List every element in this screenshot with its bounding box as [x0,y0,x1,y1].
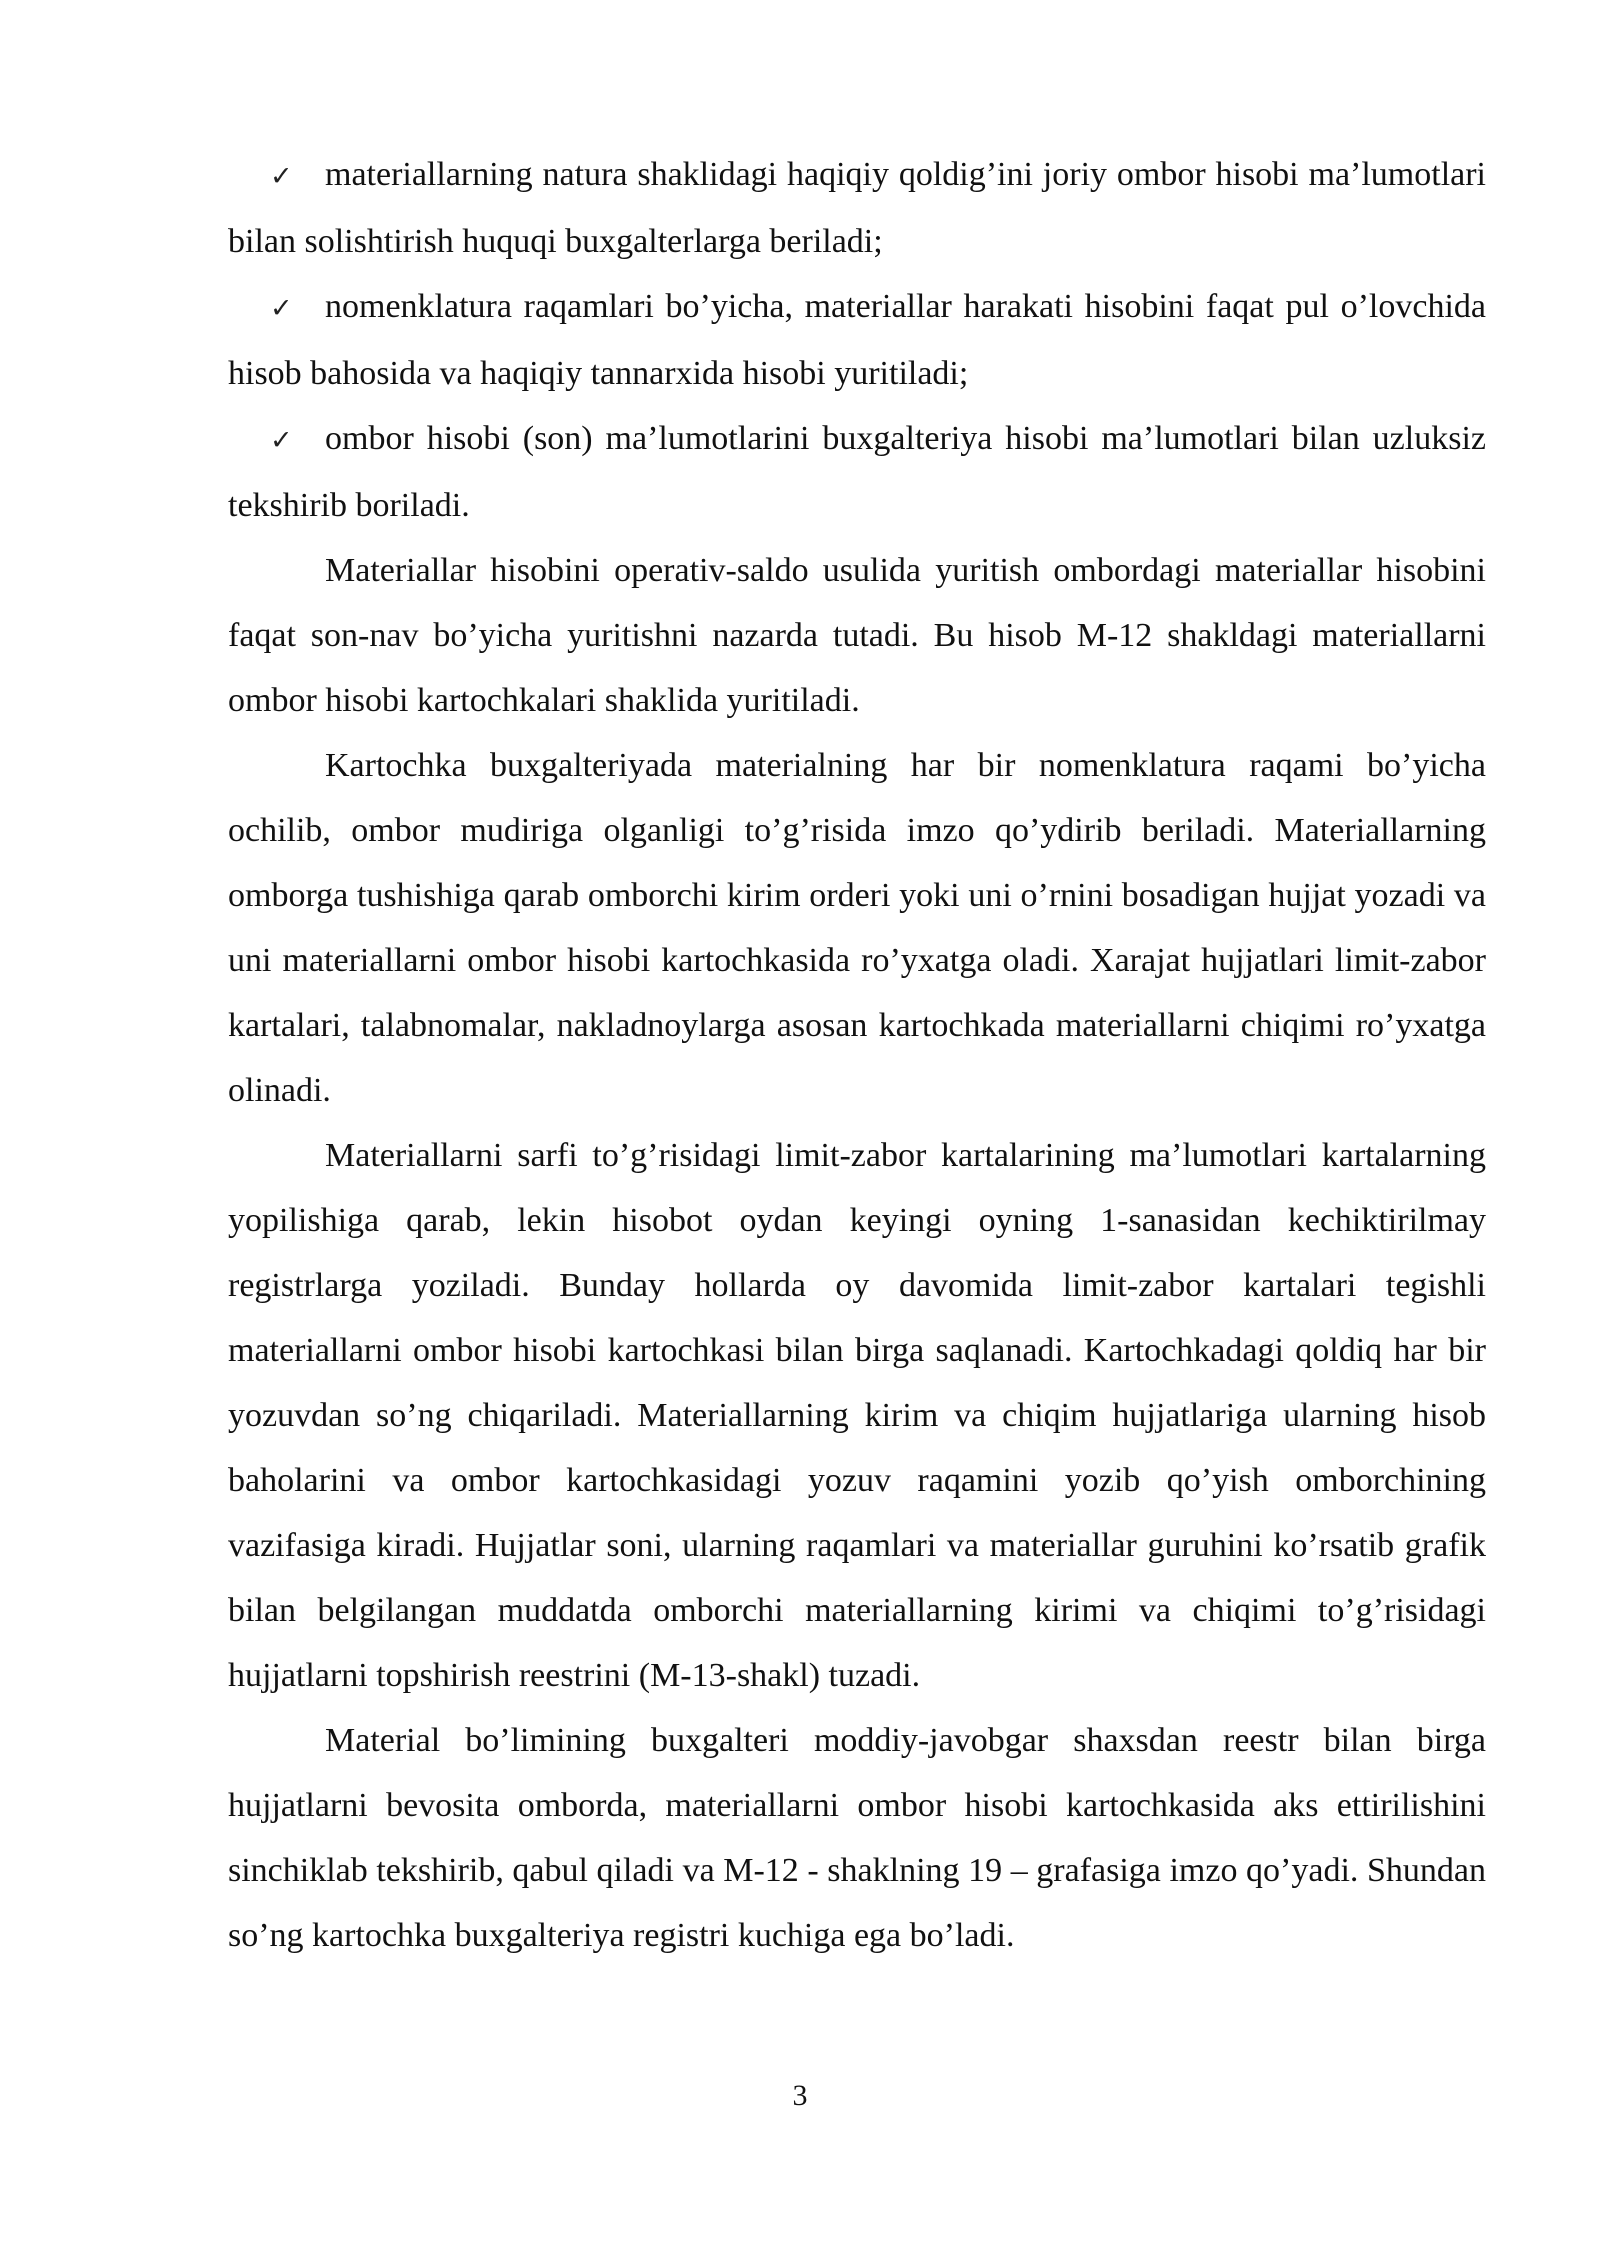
bullet-text: ombor hisobi (son) ma’lumotlarini buxgalteriya hisobi ma’lumotlari bilan uzluksiz tekshirib boriladi. [228,420,1486,524]
page-number: 3 [792,2079,808,2112]
checkmark-icon: ✓ [270,161,293,192]
bullet-text: nomenklatura raqamlari bo’yicha, materiallar harakati hisobini faqat pul o’lovchida hisob bahosida va haqiqiy tannarxida hisobi yuritiladi; [228,288,1486,392]
page-body [228,142,1486,1968]
paragraph-material-bolimi: Material bo’limining buxgalteri moddiy-javobgar shaxsdan reestr bilan birga hujjatlarni bevosita omborda, materiallarni ombor hisobi kartochkasida aks ettirilishini sinchiklab tekshirib, qabul qiladi va M-12 - shaklning 19 – grafasiga imzo qo’yadi. Shundan so’ng kartochka buxgalteriya registri kuchiga ega bo’ladi. [228,1722,1486,1954]
bullet-item [228,274,1486,406]
checkmark-icon: ✓ [270,425,293,456]
bullet-item [228,406,1486,538]
paragraph-operativ-saldo: Materiallar hisobini operativ-saldo usulida yuritish ombordagi materiallar hisobini faqat son-nav bo’yicha yuritishni nazarda tutadi. Bu hisob M-12 shakldagi materiallarni ombor hisobi kartochkalari shaklida yuritiladi. [228,552,1486,719]
paragraph-limit-zabor: Materiallarni sarfi to’g’risidagi limit-zabor kartalarining ma’lumotlari kartalarning yopilishiga qarab, lekin hisobot oydan keyingi oyning 1-sanasidan kechiktirilmay registrlarga yoziladi. Bunday hollarda oy davomida limit-zabor kartalari tegishli materiallarni ombor hisobi kartochkasi bilan birga saqlanadi. Kartochkadagi qoldiq har bir yozuvdan so’ng chiqariladi. Materiallarning kirim va chiqim hujjatlariga ularning hisob baholarini va ombor kartochkasidagi yozuv raqamini yozib qo’yish omborchining vazifasiga kiradi. Hujjatlar soni, ularning raqamlari va materiallar guruhini ko’rsatib grafik bilan belgilangan muddatda omborchi materiallarning kirimi va chiqimi to’g’risidagi hujjatlarni topshirish reestrini (M-13-shakl) tuzadi. [228,1137,1486,1694]
bullet-item [228,142,1486,274]
checkmark-icon: ✓ [270,293,293,324]
paragraph-kartochka: Kartochka buxgalteriyada materialning har bir nomenklatura raqami bo’yicha ochilib, ombor mudiriga olganligi to’g’risida imzo qo’ydirib beriladi. Materiallarning omborga tushishiga qarab omborchi kirim orderi yoki uni o’rnini bosadigan hujjat yozadi va uni materiallarni ombor hisobi kartochkasida ro’yxatga oladi. Xarajat hujjatlari limit-zabor kartalari, talabnomalar, nakladnoylarga asosan kartochkada materiallarni chiqimi ro’yxatga olinadi. [228,747,1486,1109]
bullet-text: materiallarning natura shaklidagi haqiqiy qoldig’ini joriy ombor hisobi ma’lumotlari bilan solishtirish huquqi buxgalterlarga beriladi; [228,156,1486,260]
